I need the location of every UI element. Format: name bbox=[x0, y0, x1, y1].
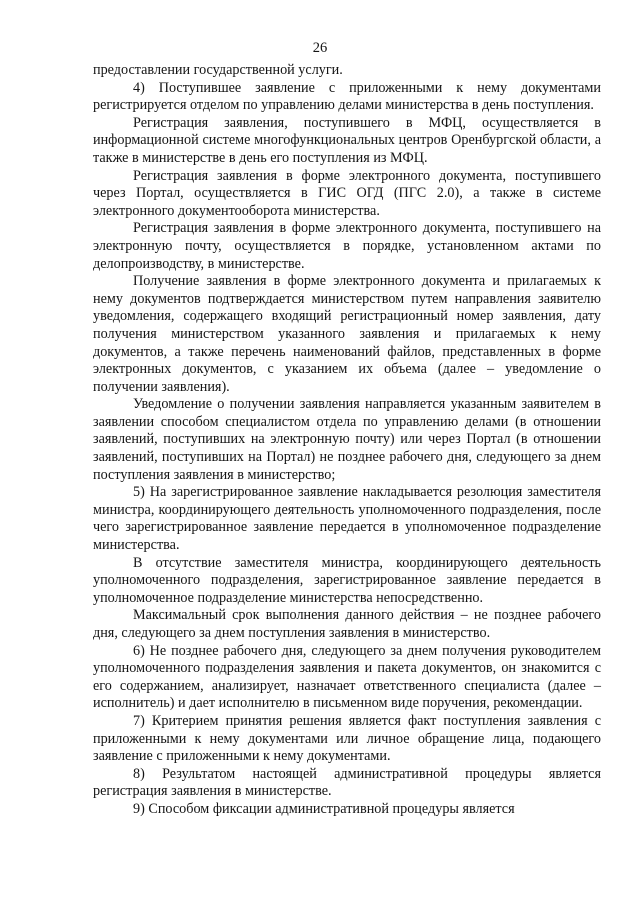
document-body bbox=[93, 62, 601, 819]
paragraph: Регистрация заявления, поступившего в МФЦ, осуществляется в информационной системе многофункциональных центров Оренбургской области, а также в министерстве в день его поступления из МФЦ. bbox=[93, 114, 601, 166]
paragraph: Регистрация заявления в форме электронного документа, поступившего на электронную почту, осуществляется в порядке, установленном актами по делопроизводству, в министерстве. bbox=[93, 220, 601, 272]
paragraph: предоставлении государственной услуги. bbox=[93, 62, 343, 78]
paragraph: Получение заявления в форме электронного документа и прилагаемых к нему документов подтверждается министерством путем направления заявителю уведомления, содержащего входящий регистрационный номер заявления, дату получения министерством указанного заявления и прилагаемых к нему документов, а также перечень наименований файлов, представленных в форме электронных документов, с указанием их объема (далее – уведомление о получении заявления). bbox=[93, 273, 601, 395]
paragraph: 8) Результатом настоящей административной процедуры является регистрация заявления в министерстве. bbox=[93, 765, 601, 800]
paragraph: Регистрация заявления в форме электронного документа, поступившего через Портал, осуществляется в ГИС ОГД (ПГС 2.0), а также в системе электронного документооборота министерства. bbox=[93, 167, 601, 219]
page-number: 26 bbox=[312, 40, 328, 56]
paragraph: 6) Не позднее рабочего дня, следующего за днем получения руководителем уполномоченного подразделения заявления и пакета документов, он знакомится с его содержанием, анализирует, назначает ответственного специалиста (далее – исполнитель) и дает исполнителю в письменном виде поручения, рекомендации. bbox=[93, 642, 601, 712]
paragraph: Уведомление о получении заявления направляется указанным заявителем в заявлении способом специалистом отдела по управлению делами (в отношении заявлений, поступивших на электронную почту) или через Портал (в отношении заявлений, поступивших на Портал) не позднее рабочего дня, следующего за днем поступления заявления в министерство; bbox=[93, 396, 601, 483]
paragraph: 7) Критерием принятия решения является факт поступления заявления с приложенными к нему документами или личное обращение лица, подающего заявление с приложенными к нему документами. bbox=[93, 712, 601, 765]
paragraph: 4) Поступившее заявление с приложенными к нему документами регистрируется отделом по управлению делами министерства в день поступления. bbox=[93, 79, 601, 114]
paragraph: 5) На зарегистрированное заявление накладывается резолюция заместителя министра, координирующего деятельность уполномоченного подразделения, после чего зарегистрированное заявление передается в уполномоченное подразделение министерства. bbox=[93, 484, 601, 554]
paragraph: В отсутствие заместителя министра, координирующего деятельность уполномоченного подразделения, зарегистрированное заявление передается в уполномоченное подразделение министерства непосредственно. bbox=[93, 554, 601, 606]
paragraph: Максимальный срок выполнения данного действия – не позднее рабочего дня, следующего за днем поступления заявления в министерство. bbox=[93, 607, 601, 641]
paragraph: 9) Способом фиксации административной процедуры является bbox=[133, 800, 515, 817]
